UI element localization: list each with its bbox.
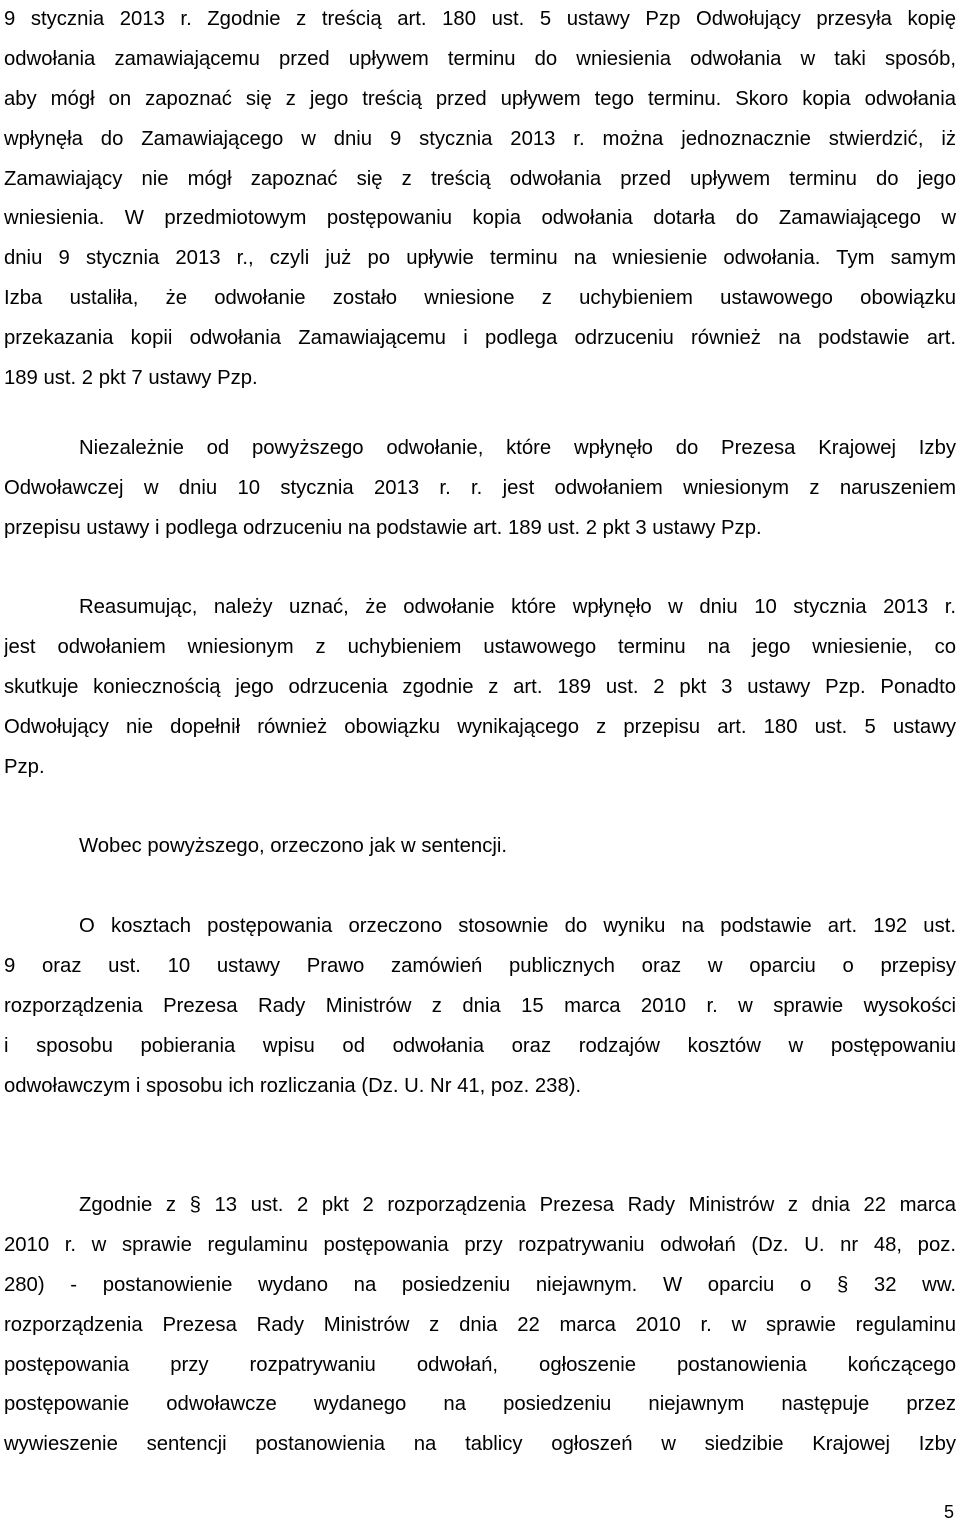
paragraph-6 [4,1186,956,1465]
text-line: Niezależnie od powyższego odwołanie, które wpłynęło do Prezesa Krajowej Izby [79,437,956,459]
text-line: postępowanie odwoławcze wydanego na posiedzeniu niejawnym następuje przez [4,1393,956,1416]
text-line: wpłynęła do Zamawiającego w dniu 9 stycznia 2013 r. można jednoznacznie stwierdzić, iż [4,127,956,150]
text-line: wywieszenie sentencji postanowienia na tablicy ogłoszeń w siedzibie Krajowej Izby [4,1433,956,1456]
text-line: wniesienia. W przedmiotowym postępowaniu kopia odwołania dotarła do Zamawiającego w [4,207,956,230]
text-line: Zamawiający nie mógł zapoznać się z treścią odwołania przed upływem terminu do jego [4,167,956,190]
text-line: dniu 9 stycznia 2013 r., czyli już po upływie terminu na wniesienie odwołania. Tym samym [4,247,956,270]
paragraph-5 [4,907,956,1106]
paragraph-3 [4,588,956,787]
text-line: Pzp. [4,755,45,778]
text-line: odwoławczym i sposobu ich rozliczania (Dz. U. Nr 41, poz. 238). [4,1074,582,1097]
text-line: skutkuje koniecznością jego odrzucenia zgodnie z art. 189 ust. 2 pkt 3 ustawy Pzp. Ponadto [4,675,956,698]
paragraph-1 [4,0,956,399]
text-line: jest odwołaniem wniesionym z uchybieniem ustawowego terminu na jego wniesienie, co [4,635,956,658]
text-line: odwołania zamawiającemu przed upływem terminu do wniesienia odwołania w taki sposób, [4,47,956,70]
text-line: postępowania przy rozpatrywaniu odwołań, ogłoszenie postanowienia kończącego [4,1353,956,1376]
text-line: Odwoławczej w dniu 10 stycznia 2013 r. r. jest odwołaniem wniesionym z naruszeniem [4,476,956,499]
text-line: Reasumując, należy uznać, że odwołanie które wpłynęło w dniu 10 stycznia 2013 r. [79,596,956,618]
text-line: Zgodnie z § 13 ust. 2 pkt 2 rozporządzenia Prezesa Rady Ministrów z dnia 22 marca [79,1194,956,1216]
text-line: 280) - postanowienie wydano na posiedzeniu niejawnym. W oparciu o § 32 ww. [4,1273,956,1296]
text-line: przekazania kopii odwołania Zamawiającemu i podlega odrzuceniu również na podstawie art. [4,327,956,350]
text-line: aby mógł on zapoznać się z jego treścią przed upływem tego terminu. Skoro kopia odwołania [4,87,956,110]
text-line: O kosztach postępowania orzeczono stosownie do wyniku na podstawie art. 192 ust. [79,915,956,937]
text-line: 189 ust. 2 pkt 7 ustawy Pzp. [4,367,258,390]
text-line: Odwołujący nie dopełnił również obowiązku wynikającego z przepisu art. 180 ust. 5 ustawy [4,715,956,738]
text-line: Izba ustaliła, że odwołanie zostało wniesione z uchybieniem ustawowego obowiązku [4,287,956,310]
text-line: i sposobu pobierania wpisu od odwołania oraz rodzajów kosztów w postępowaniu [4,1034,956,1057]
text-line: rozporządzenia Prezesa Rady Ministrów z dnia 22 marca 2010 r. w sprawie regulaminu [4,1313,956,1336]
page-number: 5 [943,1502,954,1522]
text-line: 9 stycznia 2013 r. Zgodnie z treścią art. 180 ust. 5 ustawy Pzp Odwołujący przesyła kopię [4,8,956,30]
text-line: przepisu ustawy i podlega odrzuceniu na podstawie art. 189 ust. 2 pkt 3 ustawy Pzp. [4,516,762,539]
text-line: 2010 r. w sprawie regulaminu postępowania przy rozpatrywaniu odwołań (Dz. U. nr 48, poz. [4,1233,956,1256]
paragraph-2 [4,429,956,549]
paragraph-4 [4,827,956,867]
text-line: Wobec powyższego, orzeczono jak w sentencji. [79,835,507,857]
text-line: 9 oraz ust. 10 ustawy Prawo zamówień publicznych oraz w oparciu o przepisy [4,954,956,977]
text-line: rozporządzenia Prezesa Rady Ministrów z dnia 15 marca 2010 r. w sprawie wysokości [4,994,956,1017]
